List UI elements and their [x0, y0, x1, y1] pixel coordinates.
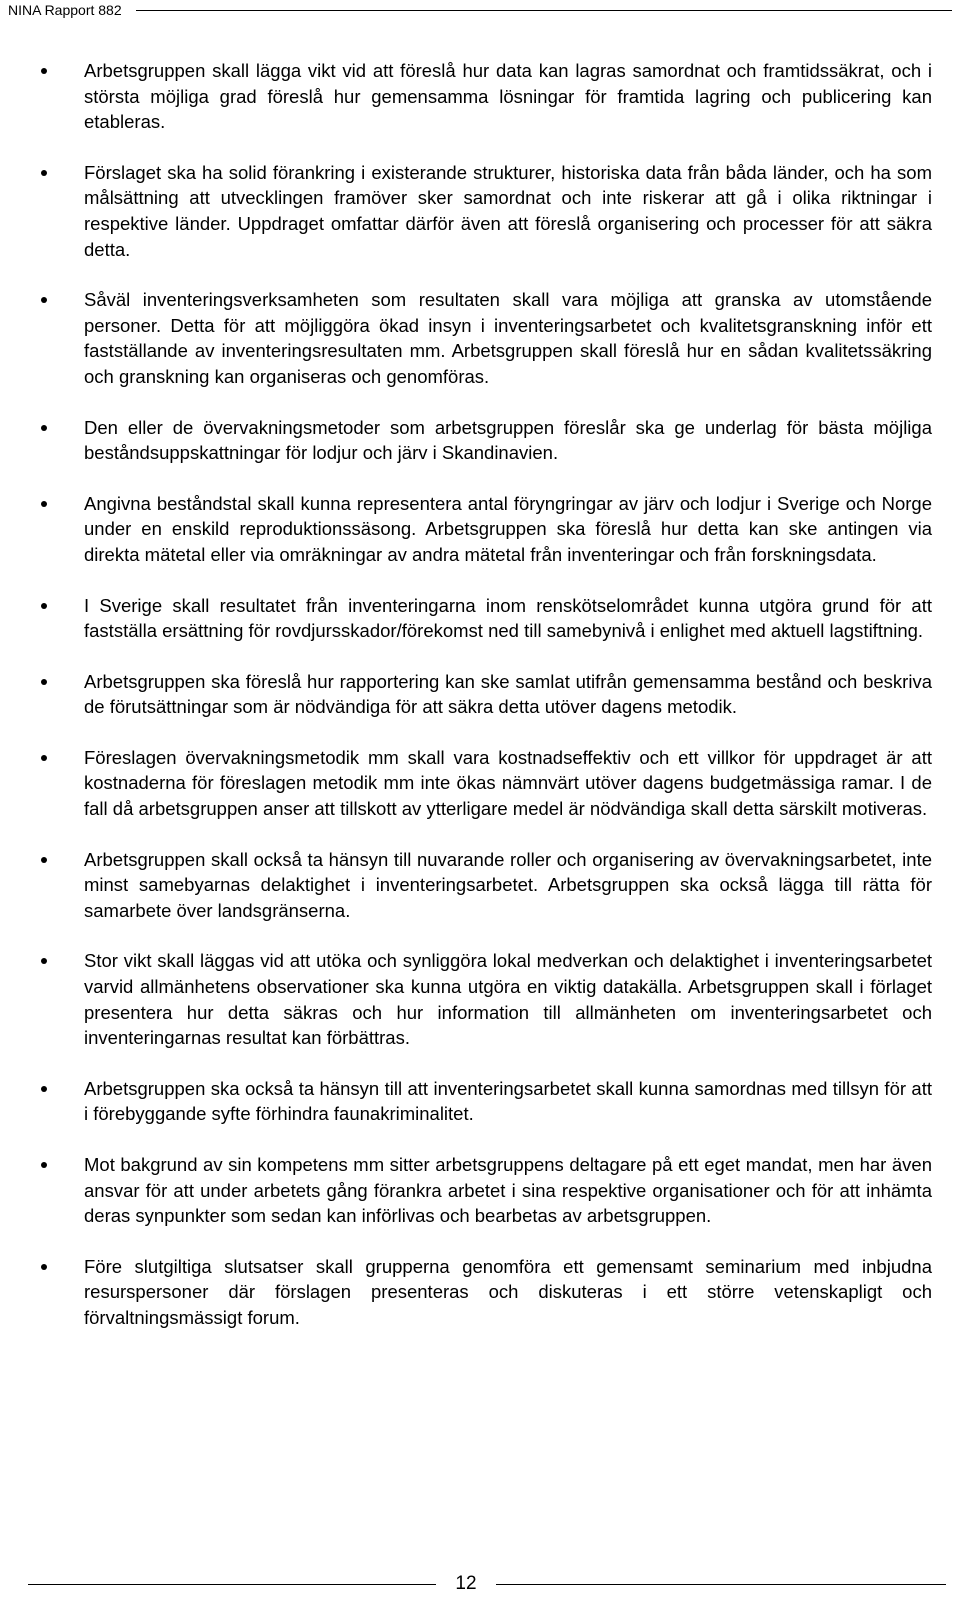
- list-item: [0, 745, 960, 822]
- list-item: [0, 593, 960, 644]
- list-item: [0, 1254, 960, 1331]
- bullet-dot-icon: [41, 170, 47, 176]
- page-number: 12: [455, 1573, 477, 1594]
- list-item-text: Såväl inventeringsverksamheten som resultaten skall vara möjliga att granska av utomstående personer. Detta för att möjliggöra ökad insyn i inventeringsarbetet och kvalitetsgranskning inför ett fastställande av inventeringsresultaten mm. Arbetsgruppen skall föreslå hur en sådan kvalitetssäkring och granskning kan organiseras och genomföras.: [84, 289, 932, 387]
- list-item: [0, 948, 960, 1050]
- list-item: [0, 58, 960, 135]
- bullet-dot-icon: [41, 1264, 47, 1270]
- list-item-text: Mot bakgrund av sin kompetens mm sitter arbetsgruppens deltagare på ett eget mandat, men har även ansvar för att under arbetets gång förankra arbetet i sina respektive organisationer och för att inhämta deras synpunkter som sedan kan införlivas och bearbetas av arbetsgruppen.: [84, 1154, 932, 1227]
- bullet-dot-icon: [41, 297, 47, 303]
- list-item-text: Arbetsgruppen skall lägga vikt vid att föreslå hur data kan lagras samordnat och framtidssäkrat, och i största möjliga grad föreslå hur gemensamma lösningar för framtida lagring och publicering kan etableras.: [84, 60, 932, 133]
- list-item-text: Förslaget ska ha solid förankring i existerande strukturer, historiska data från båda länder, och ha som målsättning att utvecklingen framöver sker samordnat och inte riskerar att gå i olika riktningar i respektive länder. Uppdraget omfattar därför även att föreslå organisering och processer för att säkra detta.: [84, 161, 932, 260]
- list-item-text: Den eller de övervakningsmetoder som arbetsgruppen föreslår ska ge underlag för bästa möjliga beståndsuppskattningar för lodjur och järv i Skandinavien.: [84, 416, 932, 464]
- list-item: [0, 287, 960, 389]
- bullet-dot-icon: [41, 857, 47, 863]
- list-item: [0, 415, 960, 466]
- bullet-dot-icon: [41, 68, 47, 74]
- header-rule: [136, 10, 952, 11]
- page-header: [8, 0, 952, 22]
- list-item: [0, 1152, 960, 1229]
- bullet-dot-icon: [41, 679, 47, 685]
- bullet-dot-icon: [41, 501, 47, 507]
- list-item-text: Arbetsgruppen ska föreslå hur rapportering kan ske samlat utifrån gemensamma bestånd och beskriva de förutsättningar som är nödvändiga för att säkra detta utöver dagens metodik.: [84, 670, 932, 718]
- list-item-text: Arbetsgruppen ska också ta hänsyn till att inventeringsarbetet skall kunna samordnas med tillsyn för att i förebyggande syfte förhindra faunakriminalitet.: [84, 1077, 932, 1125]
- bullet-dot-icon: [41, 1162, 47, 1168]
- list-item: [0, 847, 960, 924]
- bullet-dot-icon: [41, 958, 47, 964]
- bullet-dot-icon: [41, 603, 47, 609]
- list-item-text: Före slutgiltiga slutsatser skall grupperna genomföra ett gemensamt seminarium med inbjudna resurspersoner där förslagen presenteras och diskuteras i ett större vetenskapligt och förvaltningsmässigt forum.: [84, 1255, 932, 1328]
- bullet-dot-icon: [41, 425, 47, 431]
- list-item: [0, 160, 960, 262]
- list-item: [0, 491, 960, 568]
- bullet-dot-icon: [41, 755, 47, 761]
- list-item-text: Angivna beståndstal skall kunna representera antal föryngringar av järv och lodjur i Sverige och Norge under en enskild reproduktionssäsong. Arbetsgruppen ska föreslå hur detta kan ske antingen via direkta mätetal eller via omräkningar av andra mätetal från inventeringar och från forskningsdata.: [84, 492, 932, 565]
- bullet-dot-icon: [41, 1086, 47, 1092]
- list-item: [0, 1076, 960, 1127]
- list-item: [0, 669, 960, 720]
- bullet-list: [0, 58, 960, 1356]
- list-item-text: Arbetsgruppen skall också ta hänsyn till nuvarande roller och organisering av övervakningsarbetet, inte minst samebyarnas delaktighet i inventeringsarbetet. Arbetsgruppen ska också lägga till rätta för samarbete över landsgränserna.: [84, 848, 932, 921]
- report-title: NINA Rapport 882: [8, 2, 122, 18]
- footer-rule-left: [28, 1584, 436, 1585]
- page-footer: [0, 1568, 960, 1604]
- footer-rule-right: [496, 1584, 946, 1585]
- list-item-text: I Sverige skall resultatet från inventeringarna inom renskötselområdet kunna utgöra grund för att fastställa ersättning för rovdjursskador/förekomst ned till samebynivå i enlighet med aktuell lagstiftning.: [84, 594, 932, 642]
- list-item-text: Stor vikt skall läggas vid att utöka och synliggöra lokal medverkan och delaktighet i inventeringsarbetet varvid allmänhetens observationer ska kunna utgöra en viktig datakälla. Arbetsgruppen skall i förlaget presentera hur detta säkras och hur information till allmänheten om inventeringsarbetet och inventeringarnas resultat kan förbättras.: [84, 950, 932, 1049]
- list-item-text: Föreslagen övervakningsmetodik mm skall vara kostnadseffektiv och ett villkor för uppdraget är att kostnaderna för föreslagen metodik mm inte ökas nämnvärt utöver dagens budgetmässiga ramar. I de fall då arbetsgruppen anser att tillskott av ytterligare medel är nödvändiga skall detta särskilt motiveras.: [84, 746, 932, 820]
